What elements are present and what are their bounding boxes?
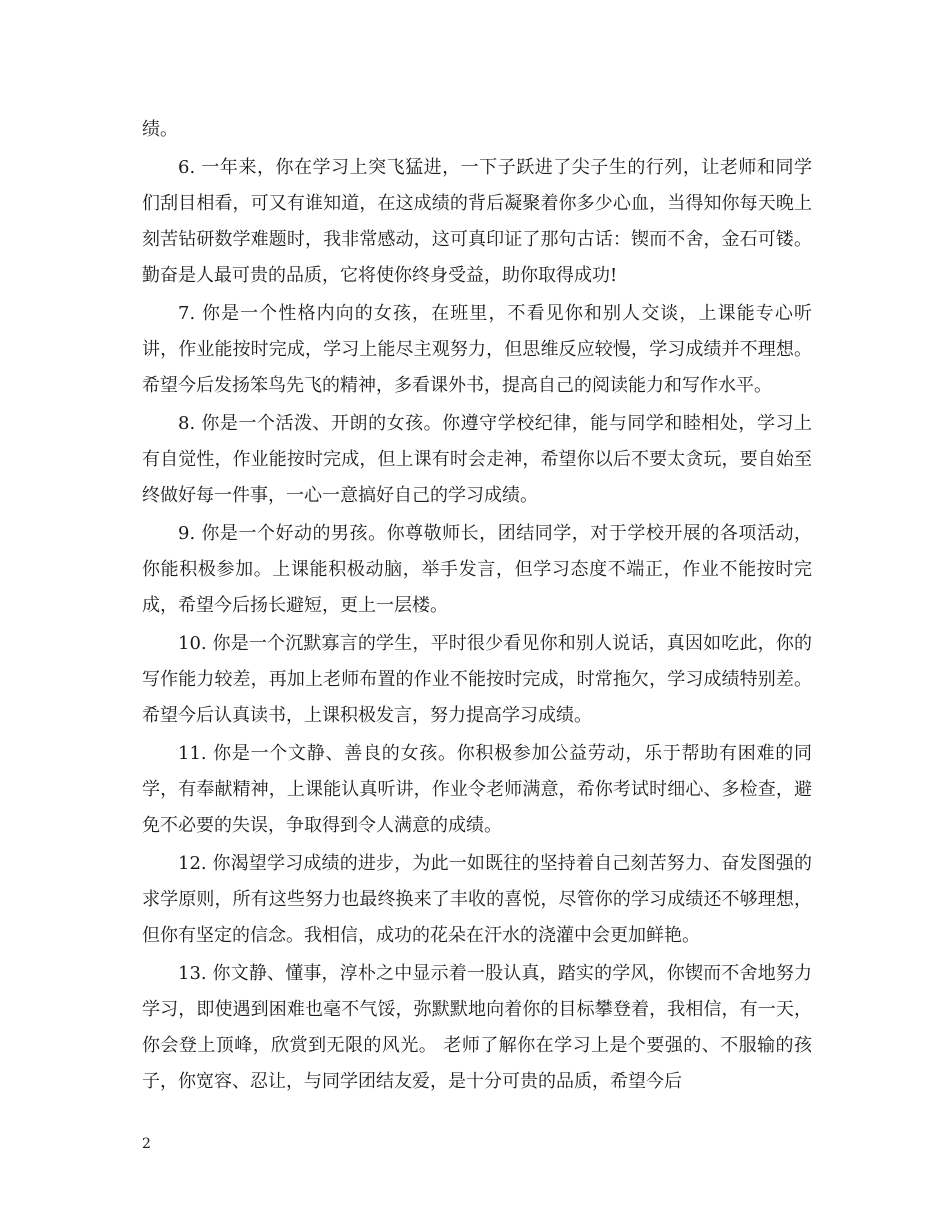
comment-item-10: 10. 你是一个沉默寡言的学生，平时很少看见你和别人说话，真因如吃此，你的写作能力较差，再加上老师布置的作业不能按时完成，时常拖欠，学习成绩特别差。希望今后认真读书，上课积极发言，努力提高学习成绩。 [142, 633, 812, 726]
comment-item-13: 13. 你文静、懂事，淳朴之中显示着一股认真，踏实的学风，你锲而不舍地努力学习，即使遇到困难也毫不气馁，弥默默地向着你的目标攀登着，我相信，有一天，你会登上顶峰，欣赏到无限的风光。 老师了解你在学习上是个要强的、不服输的孩子，你宽容、忍让，与同学团结友爱，是十分可贵的品质，希望今后 [142, 963, 812, 1092]
comment-item-6: 6. 一年来，你在学习上突飞猛进，一下子跃进了尖子生的行列，让老师和同学们刮目相看，可又有谁知道，在这成绩的背后凝聚着你多少心血，当得知你每天晚上刻苦钻研数学难题时，我非常感动，这可真印证了那句古话：锲而不舍，金石可镂。勤奋是人最可贵的品质，它将使你终身受益，助你取得成功! [142, 157, 812, 286]
comment-item-11: 11. 你是一个文静、善良的女孩。你积极参加公益劳动，乐于帮助有困难的同学，有奉献精神，上课能认真听讲，作业令老师满意，希你考试时细心、多检查，避免不必要的失误，争取得到令人满意的成绩。 [142, 743, 812, 836]
paragraph-continuation: 绩。 [142, 119, 178, 140]
comment-item-7: 7. 你是一个性格内向的女孩，在班里，不看见你和别人交谈，上课能专心听讲，作业能按时完成，学习上能尽主观努力，但思维反应较慢，学习成绩并不理想。希望今后发扬笨鸟先飞的精神，多看课外书，提高自己的阅读能力和写作水平。 [142, 303, 812, 396]
comment-item-9: 9. 你是一个好动的男孩。你尊敬师长，团结同学，对于学校开展的各项活动，你能积极参加。上课能积极动脑，举手发言，但学习态度不端正，作业不能按时完成，希望今后扬长避短，更上一层楼。 [142, 523, 812, 616]
comment-item-12: 12. 你渴望学习成绩的进步，为此一如既往的坚持着自己刻苦努力、奋发图强的求学原则，所有这些努力也最终换来了丰收的喜悦，尽管你的学习成绩还不够理想，但你有坚定的信念。我相信，成功的花朵在汗水的浇灌中会更加鲜艳。 [142, 853, 812, 946]
comment-item-8: 8. 你是一个活泼、开朗的女孩。你遵守学校纪律，能与同学和睦相处，学习上有自觉性，作业能按时完成，但上课有时会走神，希望你以后不要太贪玩，要自始至终做好每一件事，一心一意搞好自己的学习成绩。 [142, 413, 812, 506]
page-number: 2 [142, 1136, 151, 1152]
document-body [142, 112, 812, 1102]
